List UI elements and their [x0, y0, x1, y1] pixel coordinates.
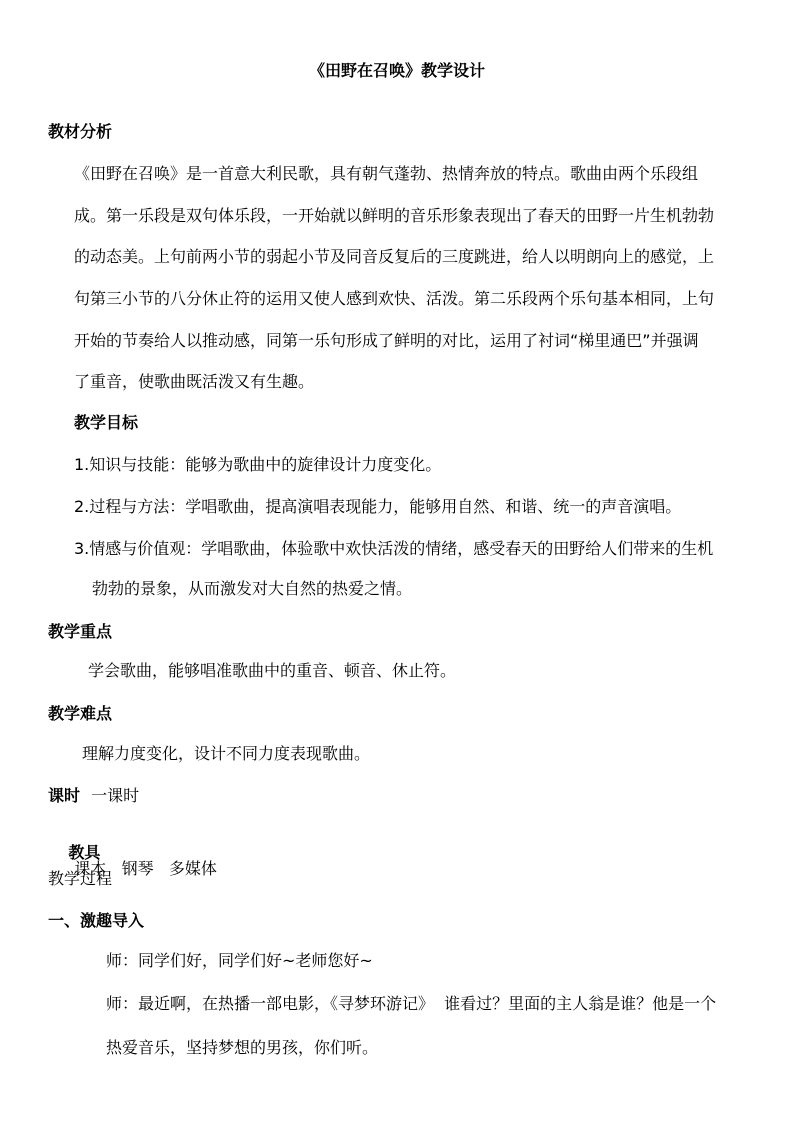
teaching-goal-item: 2.过程与方法：学唱歌曲，提高演唱表现能力，能够用自然、和谐、统一的声音演唱。	[74, 497, 682, 516]
dialogue-line-continuation: 热爱音乐，坚持梦想的男孩，你们听。	[106, 1038, 379, 1057]
section-heading-process: 教学过程	[48, 869, 113, 888]
teaching-goal-item-continuation: 勃勃的景象，从而激发对大自然的热爱之情。	[92, 579, 413, 598]
materials-analysis-line: 了重音，使歌曲既活泼又有生趣。	[74, 372, 315, 391]
teaching-aids-value: 课本 钢琴 多媒体	[74, 859, 217, 878]
process-step-heading: 一、激趣导入	[48, 911, 145, 930]
class-hours-value: 一课时	[91, 786, 140, 805]
materials-analysis-line: 《田野在召唤》是一首意大利民歌，具有朝气蓬勃、热情奔放的特点。歌曲由两个乐段组	[74, 164, 699, 183]
materials-analysis-line: 成。第一乐段是双句体乐段，一开始就以鲜明的音乐形象表现出了春天的田野一片生机勃勃	[74, 206, 715, 225]
section-heading-materials-analysis: 教材分析	[48, 122, 113, 141]
class-hours-row	[48, 788, 139, 804]
teaching-aids-label: 教具	[68, 843, 101, 862]
dialogue-line: 师：同学们好，同学们好~老师您好~	[106, 951, 373, 970]
difficulties-text: 理解力度变化，设计不同力度表现歌曲。	[82, 744, 371, 763]
key-points-text: 学会歌曲，能够唱准歌曲中的重音、顿音、休止符。	[88, 661, 457, 680]
section-heading-key-points: 教学重点	[48, 622, 113, 641]
section-heading-difficulties: 教学难点	[48, 704, 113, 723]
section-heading-teaching-goals: 教学目标	[74, 413, 139, 432]
materials-analysis-line: 开始的节奏给人以推动感，同第一乐句形成了鲜明的对比，运用了衬词“梯里通巴”并强调	[74, 331, 699, 350]
dialogue-line: 师：最近啊，在热播一部电影，《寻梦环游记》 谁看过？里面的主人翁是谁？他是一个	[106, 994, 717, 1013]
materials-analysis-line: 句第三小节的八分休止符的运用又使人感到欢快、活泼。第二乐段两个乐句基本相同，上句	[74, 289, 715, 308]
materials-analysis-line: 的动态美。上句前两小节的弱起小节及同音反复后的三度跳进，给人以明朗向上的感觉，上	[74, 247, 715, 266]
teaching-goal-item: 1.知识与技能：能够为歌曲中的旋律设计力度变化。	[74, 455, 442, 474]
document-title: 《田野在召唤》教学设计	[308, 61, 485, 80]
teaching-goal-item: 3.情感与价值观：学唱歌曲，体验歌中欢快活泼的情绪，感受春天的田野给人们带来的生机	[74, 539, 714, 558]
class-hours-label: 课时	[48, 786, 81, 805]
